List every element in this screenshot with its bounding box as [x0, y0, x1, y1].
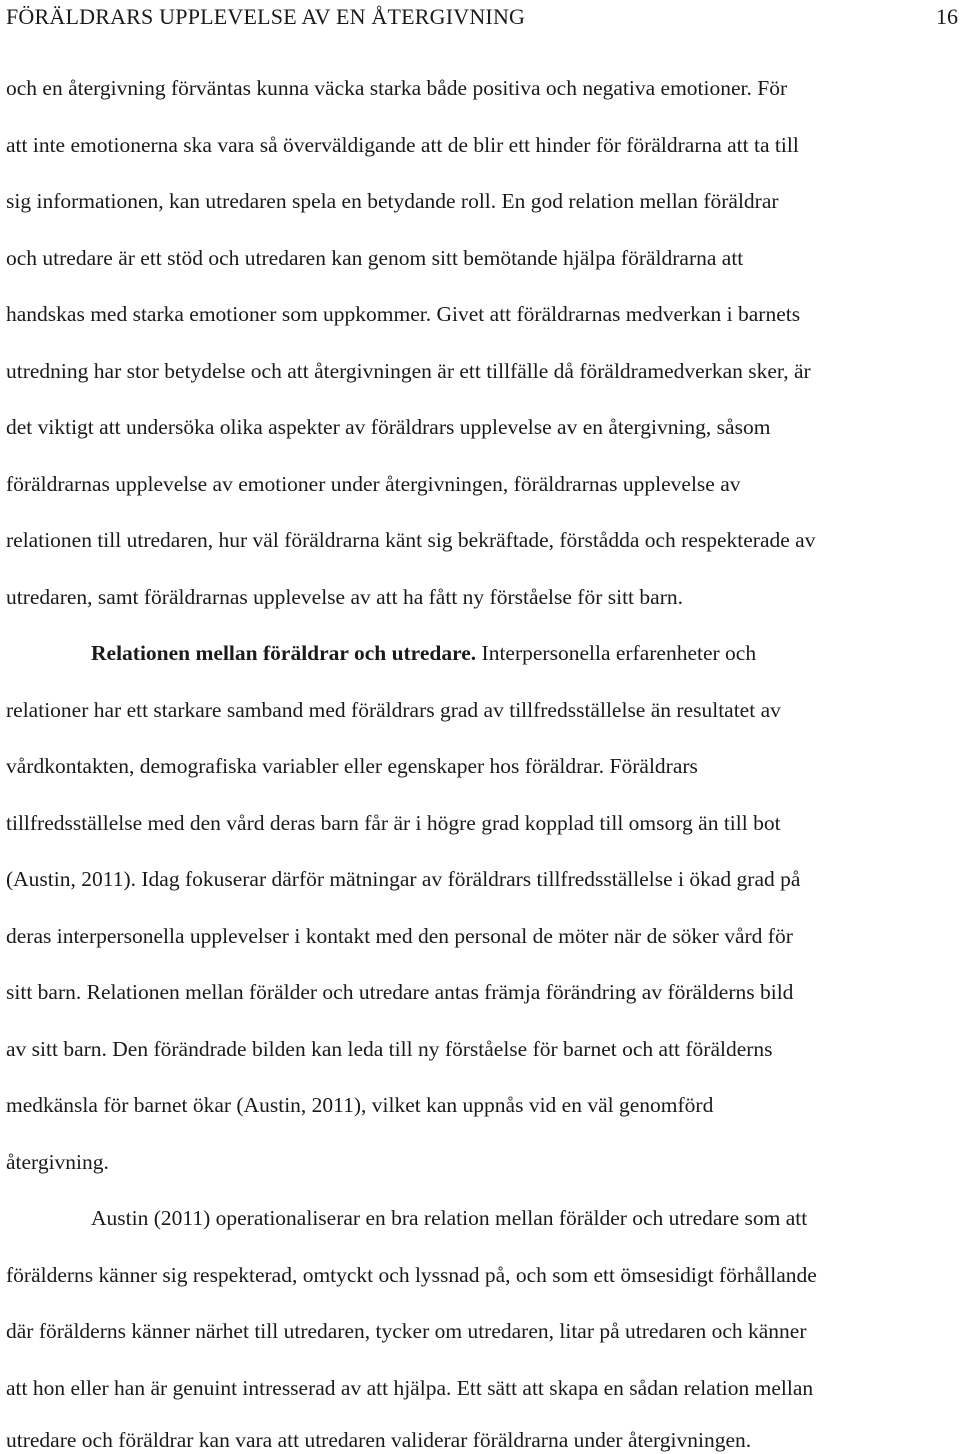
paragraph-line: utredare och föräldrar kan vara att utredaren validerar föräldrarna under återgivningen.: [6, 1428, 752, 1452]
paragraph-line: föräldrarnas upplevelse av emotioner under återgivningen, föräldrarnas upplevelse av: [6, 472, 741, 496]
paragraph-line: att inte emotionerna ska vara så överväldigande att de blir ett hinder för föräldrarna att ta till: [6, 133, 799, 157]
paragraph-line: att hon eller han är genuint intresserad av att hjälpa. Ett sätt att skapa en sådan relation mellan: [6, 1376, 814, 1400]
paragraph-line: av sitt barn. Den förändrade bilden kan leda till ny förståelse för barnet och att förälderns: [6, 1037, 773, 1061]
paragraph-line: deras interpersonella upplevelser i kontakt med den personal de möter när de söker vård för: [6, 924, 793, 948]
paragraph-line: förälderns känner sig respekterad, omtyckt och lyssnad på, och som ett ömsesidigt förhållande: [6, 1263, 817, 1287]
section-heading: Relationen mellan föräldrar och utredare.: [91, 641, 477, 665]
section-first-line-text: Interpersonella erfarenheter och: [476, 641, 757, 665]
section-first-line: [91, 639, 756, 667]
paragraph-line: utredaren, samt föräldrarnas upplevelse av att ha fått ny förståelse för sitt barn.: [6, 585, 683, 609]
paragraph-line: sitt barn. Relationen mellan förälder och utredare antas främja förändring av förälderns bild: [6, 980, 794, 1004]
paragraph-line: sig informationen, kan utredaren spela en betydande roll. En god relation mellan föräldrar: [6, 189, 779, 213]
paragraph-line: Austin (2011) operationaliserar en bra relation mellan förälder och utredare som att: [91, 1206, 808, 1230]
paragraph-line: återgivning.: [6, 1150, 109, 1174]
running-head: FÖRÄLDRARS UPPLEVELSE AV EN ÅTERGIVNING: [6, 4, 526, 29]
paragraph-line: utredning har stor betydelse och att återgivningen är ett tillfälle då föräldramedverkan sker, är: [6, 359, 811, 383]
paragraph-line: tillfredsställelse med den vård deras barn får är i högre grad kopplad till omsorg än till bot: [6, 811, 781, 835]
paragraph-line: det viktigt att undersöka olika aspekter av föräldrars upplevelse av en återgivning, såsom: [6, 415, 771, 439]
paragraph-line: medkänsla för barnet ökar (Austin, 2011), vilket kan uppnås vid en väl genomförd: [6, 1093, 714, 1117]
paragraph-line: där förälderns känner närhet till utredaren, tycker om utredaren, litar på utredaren och känner: [6, 1319, 807, 1343]
paragraph-line: relationer har ett starkare samband med föräldrars grad av tillfredsställelse än resultatet av: [6, 698, 781, 722]
page-number: 16: [936, 4, 958, 29]
paragraph-line: relationen till utredaren, hur väl föräldrarna känt sig bekräftade, förstådda och respekterade av: [6, 528, 816, 552]
paragraph-line: och en återgivning förväntas kunna väcka starka både positiva och negativa emotioner. För: [6, 76, 788, 100]
paragraph-line: vårdkontakten, demografiska variabler eller egenskaper hos föräldrar. Föräldrars: [6, 754, 698, 778]
paragraph-line: (Austin, 2011). Idag fokuserar därför mätningar av föräldrars tillfredsställelse i ökad grad på: [6, 867, 801, 891]
paragraph-line: och utredare är ett stöd och utredaren kan genom sitt bemötande hjälpa föräldrarna att: [6, 246, 744, 270]
paragraph-line: handskas med starka emotioner som uppkommer. Givet att föräldrarnas medverkan i barnets: [6, 302, 801, 326]
